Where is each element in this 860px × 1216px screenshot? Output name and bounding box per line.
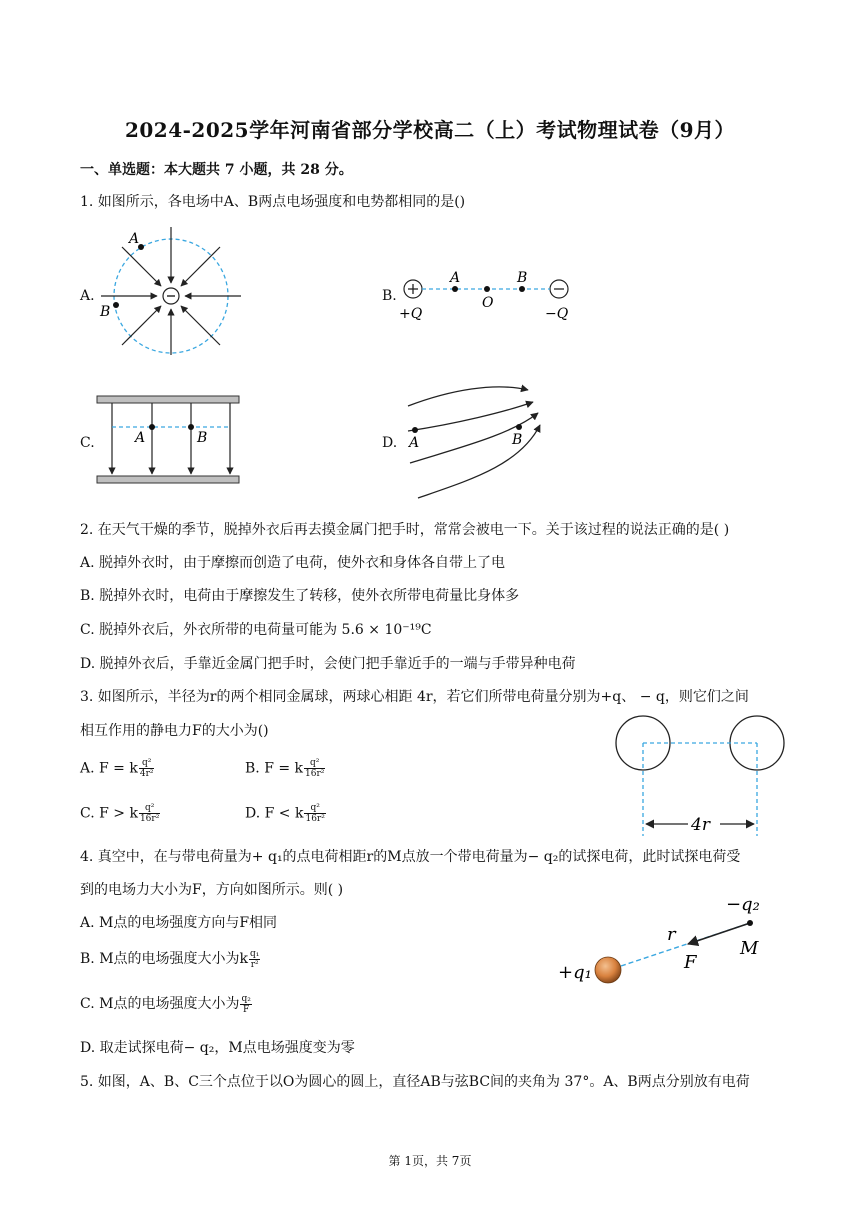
q2-option-c: C. 脱掉外衣后，外衣所带的电荷量可能为 5.6 × 10⁻¹⁹C — [80, 622, 432, 638]
page-footer: 第 1页，共 7页 — [388, 1154, 472, 1168]
q3-option-b-fraction — [304, 758, 325, 779]
q4-option-c-fraction — [240, 994, 251, 1015]
q1-stem: 1. 如图所示，各电场中A、B两点电场强度和电势都相同的是() — [80, 194, 466, 210]
q4-stem-line2: 到的电场力大小为F，方向如图所示。则( ) — [80, 882, 344, 898]
q1-fig-a-label-b: B — [100, 304, 111, 320]
q5-stem: 5. 如图，A、B、C三个点位于以O为圆心的圆上，直径AB与弦BC间的夹角为 37°。A、B两点分别放有电荷 — [80, 1074, 750, 1090]
page-title: 2024-2025学年河南省部分学校高二（上）考试物理试卷（9月） — [124, 118, 736, 142]
q4-fig-label-r: r — [667, 924, 676, 945]
q3-option-c-prefix: C. F > k — [80, 805, 138, 822]
q3-option-b-prefix: B. F = k — [245, 760, 304, 777]
q4-option-c-denominator: F — [243, 1004, 250, 1015]
q3-option-c-numerator: q² — [139, 803, 160, 814]
q3-option-a — [80, 758, 155, 779]
section-heading: 一、单选题：本大题共 7 小题，共 28 分。 — [80, 162, 353, 178]
q3-stem-line1: 3. 如图所示，半径为r的两个相同金属球，两球心相距 4r，若它们所带电荷量分别为+q、 − q，则它们之间 — [80, 689, 749, 705]
q3-option-c-denominator: 16r² — [139, 814, 160, 824]
q1-fig-c-label-b: B — [197, 430, 208, 446]
q3-option-d-denominator: 16r² — [305, 814, 325, 824]
q1-figure-b — [398, 268, 588, 328]
q1-fig-d-label-a: A — [409, 435, 420, 451]
q2-stem: 2. 在天气干燥的季节，脱掉外衣后再去摸金属门把手时，常常会被电一下。关于该过程的说法正确的是( ) — [80, 522, 730, 538]
q1-fig-b-plus-q: +Q — [399, 306, 423, 322]
q1-fig-c-label-a: A — [135, 430, 146, 446]
q1-figure-c — [96, 394, 242, 486]
q1-fig-d-label-b: B — [512, 432, 523, 448]
q3-option-a-denominator: 4r² — [139, 769, 154, 779]
q3-figure-two-spheres — [610, 712, 790, 840]
q3-figure-distance-label: 4r — [691, 815, 710, 835]
q4-option-b-prefix: B. M点的电场强度大小为k — [80, 951, 249, 967]
q3-option-a-fraction — [139, 758, 155, 779]
q3-option-d — [245, 803, 327, 824]
q4-option-c-prefix: C. M点的电场强度大小为 — [80, 996, 240, 1012]
q1-fig-b-label-o: O — [482, 295, 494, 311]
q4-option-b — [80, 948, 261, 970]
q3-stem-line2: 相互作用的静电力F的大小为() — [80, 723, 269, 739]
q1-fig-b-label-a: A — [450, 270, 461, 286]
q4-option-b-fraction — [249, 949, 260, 970]
q1-option-b-label: B. — [382, 288, 397, 304]
q1-option-d-label: D. — [382, 435, 398, 451]
q1-option-a-label: A. — [80, 288, 95, 304]
q4-option-a: A. M点的电场强度方向与F相同 — [80, 915, 278, 931]
q4-fig-label-m: M — [740, 938, 759, 959]
q4-option-b-numerator: q₁ — [250, 948, 260, 959]
q3-option-d-numerator: q² — [304, 803, 325, 814]
q4-stem-line1: 4. 真空中，在与带电荷量为+ q₁的点电荷相距r的M点放一个带电荷量为− q₂的试探电荷，此时试探电荷受 — [80, 849, 741, 865]
q1-figure-d — [400, 380, 550, 504]
q2-option-b: B. 脱掉外衣时，电荷由于摩擦发生了转移，使外衣所带电荷量比身体多 — [80, 588, 520, 604]
q4-option-c-numerator: q₂ — [241, 993, 251, 1004]
q4-option-d: D. 取走试探电荷− q₂，M点电场强度变为零 — [80, 1040, 355, 1056]
q4-fig-label-plus-q1: +q₁ — [558, 962, 592, 983]
q3-option-a-numerator: q² — [139, 758, 155, 769]
q2-option-d: D. 脱掉外衣后，手靠近金属门把手时，会使门把手靠近手的一端与手带异种电荷 — [80, 656, 576, 672]
q3-option-d-fraction — [304, 803, 325, 824]
q4-fig-label-minus-q2: −q₂ — [726, 894, 760, 915]
q3-option-c — [80, 803, 161, 824]
q3-option-b-numerator: q² — [304, 758, 325, 769]
q3-option-b — [245, 758, 326, 779]
q4-option-c — [80, 993, 253, 1015]
q3-option-c-fraction — [139, 803, 160, 824]
q4-figure-charges — [555, 886, 775, 996]
q1-fig-a-label-a: A — [129, 231, 140, 247]
q4-option-b-denominator: r² — [250, 959, 259, 970]
q1-option-c-label: C. — [80, 435, 95, 451]
q2-option-a: A. 脱掉外衣时，由于摩擦而创造了电荷，使外衣和身体各自带上了电 — [80, 555, 506, 571]
q1-fig-b-label-b: B — [517, 270, 528, 286]
q3-option-a-prefix: A. F = k — [80, 760, 138, 777]
q3-option-b-denominator: 16r² — [305, 769, 325, 779]
q4-fig-label-f: F — [684, 952, 697, 973]
q3-option-d-prefix: D. F < k — [245, 805, 304, 822]
q1-fig-b-minus-q: −Q — [545, 306, 569, 322]
q1-figure-a — [98, 225, 248, 355]
